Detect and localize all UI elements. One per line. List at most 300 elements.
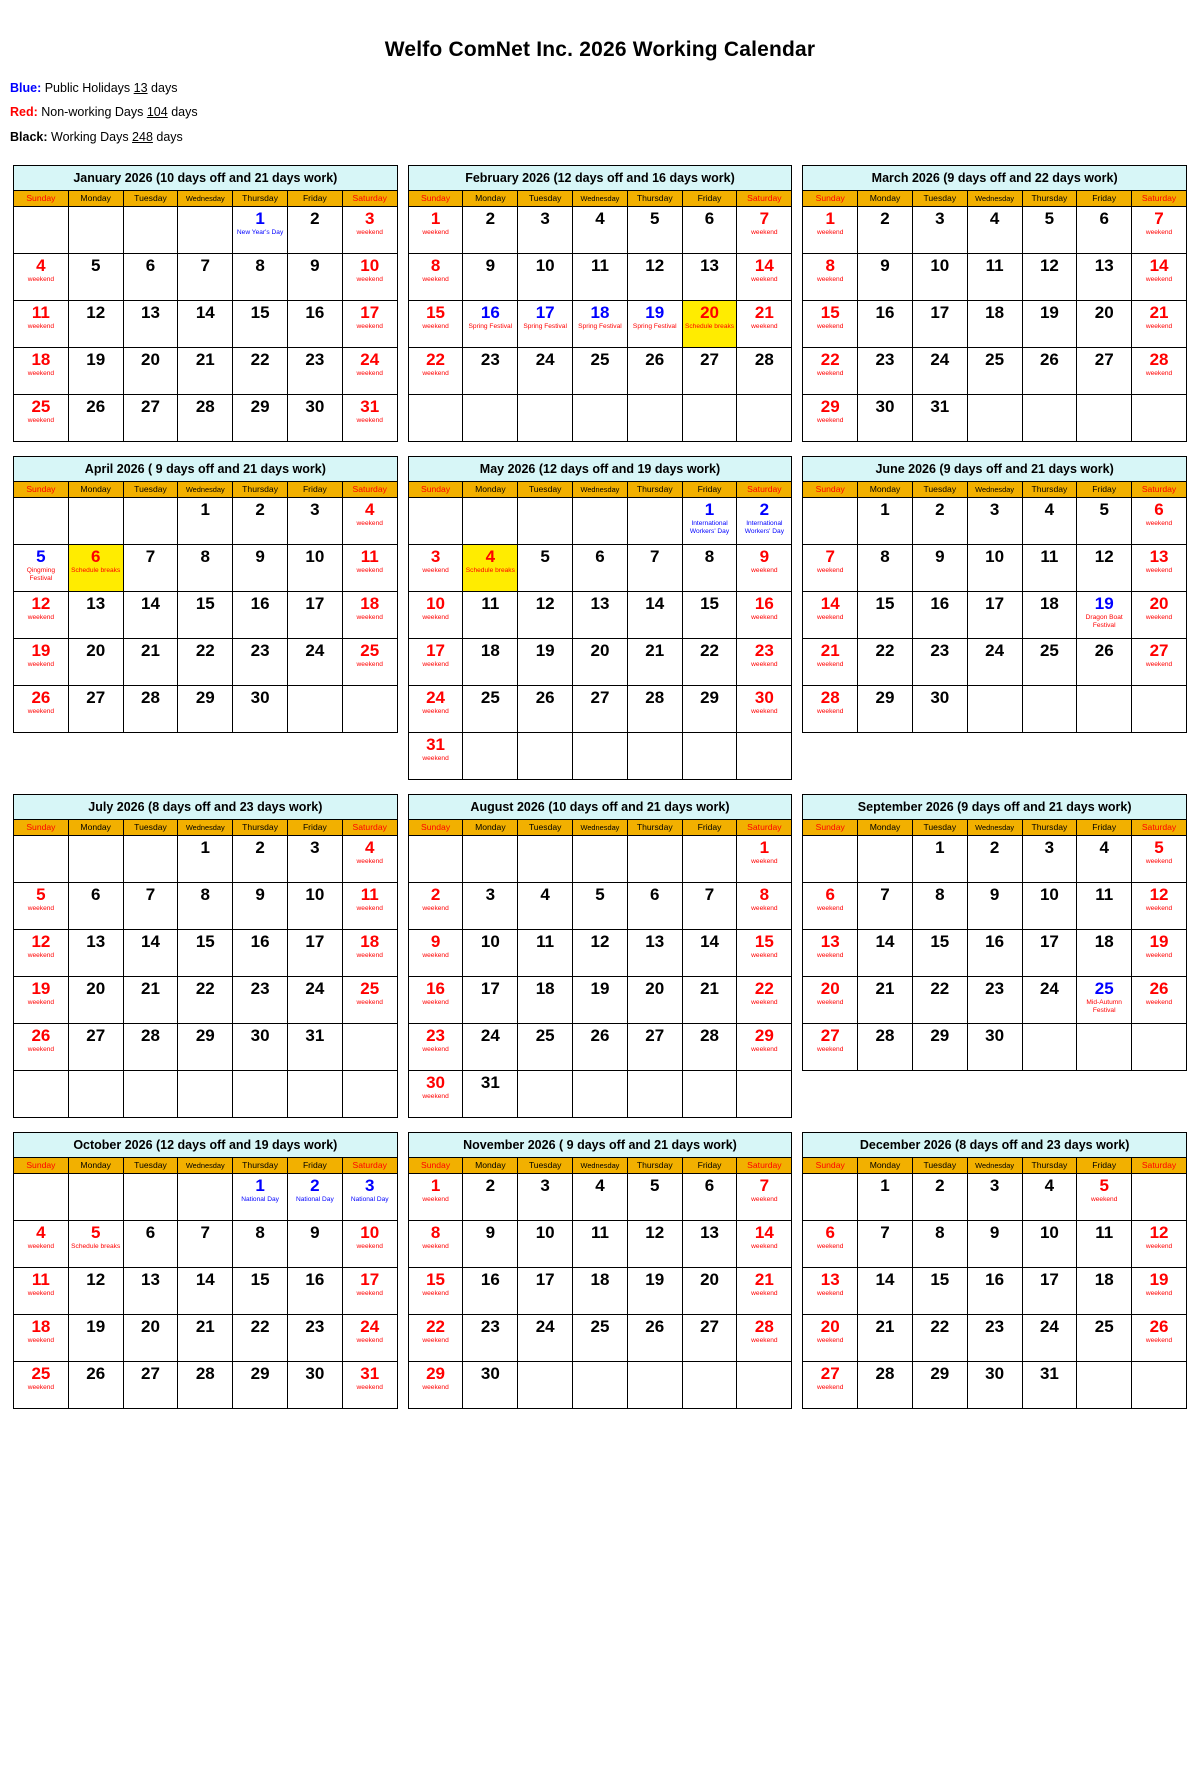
- day-cell[interactable]: [518, 301, 573, 348]
- day-cell[interactable]: [967, 498, 1022, 545]
- day-cell[interactable]: [178, 930, 233, 977]
- day-cell[interactable]: [178, 1268, 233, 1315]
- day-cell[interactable]: [233, 1315, 288, 1362]
- day-cell[interactable]: [858, 977, 913, 1024]
- day-cell[interactable]: [233, 348, 288, 395]
- day-cell[interactable]: [342, 254, 397, 301]
- day-cell[interactable]: [737, 930, 792, 977]
- day-cell[interactable]: [1077, 883, 1132, 930]
- day-cell[interactable]: [233, 545, 288, 592]
- day-cell[interactable]: [682, 545, 737, 592]
- day-cell[interactable]: [123, 977, 178, 1024]
- day-cell[interactable]: [463, 545, 518, 592]
- day-cell[interactable]: [1022, 498, 1077, 545]
- day-cell[interactable]: [682, 348, 737, 395]
- day-cell[interactable]: [627, 207, 682, 254]
- day-cell[interactable]: [682, 498, 737, 545]
- day-cell[interactable]: [967, 1315, 1022, 1362]
- day-cell[interactable]: [518, 1174, 573, 1221]
- day-cell[interactable]: [123, 1024, 178, 1071]
- day-cell[interactable]: [233, 836, 288, 883]
- day-cell[interactable]: [737, 1315, 792, 1362]
- day-cell[interactable]: [408, 1174, 463, 1221]
- day-cell[interactable]: [573, 1315, 628, 1362]
- day-cell[interactable]: [627, 1024, 682, 1071]
- day-cell[interactable]: [1132, 836, 1187, 883]
- day-cell[interactable]: [68, 1268, 123, 1315]
- day-cell[interactable]: [803, 301, 858, 348]
- day-cell[interactable]: [803, 1024, 858, 1071]
- day-cell[interactable]: [803, 977, 858, 1024]
- day-cell[interactable]: [803, 1268, 858, 1315]
- day-cell[interactable]: [737, 498, 792, 545]
- day-cell[interactable]: [967, 254, 1022, 301]
- day-cell[interactable]: [14, 883, 69, 930]
- day-cell[interactable]: [737, 977, 792, 1024]
- day-cell[interactable]: [682, 1268, 737, 1315]
- day-cell[interactable]: [68, 639, 123, 686]
- day-cell[interactable]: [408, 1315, 463, 1362]
- day-cell[interactable]: [573, 1221, 628, 1268]
- day-cell[interactable]: [68, 348, 123, 395]
- day-cell[interactable]: [1022, 301, 1077, 348]
- day-cell[interactable]: [573, 883, 628, 930]
- day-cell[interactable]: [178, 836, 233, 883]
- day-cell[interactable]: [68, 395, 123, 442]
- day-cell[interactable]: [967, 592, 1022, 639]
- day-cell[interactable]: [518, 883, 573, 930]
- day-cell[interactable]: [408, 1024, 463, 1071]
- day-cell[interactable]: [803, 639, 858, 686]
- day-cell[interactable]: [858, 395, 913, 442]
- day-cell[interactable]: [627, 1174, 682, 1221]
- day-cell[interactable]: [287, 1024, 342, 1071]
- day-cell[interactable]: [463, 1071, 518, 1118]
- day-cell[interactable]: [123, 395, 178, 442]
- day-cell[interactable]: [912, 592, 967, 639]
- day-cell[interactable]: [858, 686, 913, 733]
- day-cell[interactable]: [682, 883, 737, 930]
- day-cell[interactable]: [1077, 498, 1132, 545]
- day-cell[interactable]: [573, 1268, 628, 1315]
- day-cell[interactable]: [1077, 1268, 1132, 1315]
- day-cell[interactable]: [1132, 348, 1187, 395]
- day-cell[interactable]: [1077, 207, 1132, 254]
- day-cell[interactable]: [463, 883, 518, 930]
- day-cell[interactable]: [518, 930, 573, 977]
- day-cell[interactable]: [573, 639, 628, 686]
- day-cell[interactable]: [14, 348, 69, 395]
- day-cell[interactable]: [518, 1024, 573, 1071]
- day-cell[interactable]: [737, 686, 792, 733]
- day-cell[interactable]: [967, 1221, 1022, 1268]
- day-cell[interactable]: [233, 883, 288, 930]
- day-cell[interactable]: [287, 883, 342, 930]
- day-cell[interactable]: [233, 686, 288, 733]
- day-cell[interactable]: [287, 207, 342, 254]
- day-cell[interactable]: [233, 1221, 288, 1268]
- day-cell[interactable]: [123, 545, 178, 592]
- day-cell[interactable]: [858, 639, 913, 686]
- day-cell[interactable]: [912, 348, 967, 395]
- day-cell[interactable]: [68, 1315, 123, 1362]
- day-cell[interactable]: [408, 930, 463, 977]
- day-cell[interactable]: [573, 348, 628, 395]
- day-cell[interactable]: [967, 977, 1022, 1024]
- day-cell[interactable]: [858, 1024, 913, 1071]
- day-cell[interactable]: [1132, 883, 1187, 930]
- day-cell[interactable]: [627, 301, 682, 348]
- day-cell[interactable]: [408, 1268, 463, 1315]
- day-cell[interactable]: [1132, 1221, 1187, 1268]
- day-cell[interactable]: [627, 592, 682, 639]
- day-cell[interactable]: [408, 883, 463, 930]
- day-cell[interactable]: [408, 1071, 463, 1118]
- day-cell[interactable]: [737, 639, 792, 686]
- day-cell[interactable]: [682, 686, 737, 733]
- day-cell[interactable]: [14, 1315, 69, 1362]
- day-cell[interactable]: [178, 686, 233, 733]
- day-cell[interactable]: [682, 1174, 737, 1221]
- day-cell[interactable]: [967, 1174, 1022, 1221]
- day-cell[interactable]: [68, 592, 123, 639]
- day-cell[interactable]: [14, 301, 69, 348]
- day-cell[interactable]: [1022, 883, 1077, 930]
- day-cell[interactable]: [518, 1315, 573, 1362]
- day-cell[interactable]: [463, 1315, 518, 1362]
- day-cell[interactable]: [803, 207, 858, 254]
- day-cell[interactable]: [518, 686, 573, 733]
- day-cell[interactable]: [858, 1362, 913, 1409]
- day-cell[interactable]: [858, 930, 913, 977]
- day-cell[interactable]: [463, 1174, 518, 1221]
- day-cell[interactable]: [287, 498, 342, 545]
- day-cell[interactable]: [68, 883, 123, 930]
- day-cell[interactable]: [1132, 592, 1187, 639]
- day-cell[interactable]: [912, 254, 967, 301]
- day-cell[interactable]: [518, 545, 573, 592]
- day-cell[interactable]: [912, 1362, 967, 1409]
- day-cell[interactable]: [68, 977, 123, 1024]
- day-cell[interactable]: [178, 348, 233, 395]
- day-cell[interactable]: [68, 301, 123, 348]
- day-cell[interactable]: [178, 1221, 233, 1268]
- day-cell[interactable]: [233, 207, 288, 254]
- day-cell[interactable]: [408, 348, 463, 395]
- day-cell[interactable]: [627, 1268, 682, 1315]
- day-cell[interactable]: [912, 686, 967, 733]
- day-cell[interactable]: [803, 1221, 858, 1268]
- day-cell[interactable]: [573, 686, 628, 733]
- day-cell[interactable]: [233, 301, 288, 348]
- day-cell[interactable]: [1022, 1362, 1077, 1409]
- day-cell[interactable]: [14, 977, 69, 1024]
- day-cell[interactable]: [967, 836, 1022, 883]
- day-cell[interactable]: [287, 1221, 342, 1268]
- day-cell[interactable]: [287, 639, 342, 686]
- day-cell[interactable]: [518, 207, 573, 254]
- day-cell[interactable]: [518, 639, 573, 686]
- day-cell[interactable]: [803, 1362, 858, 1409]
- day-cell[interactable]: [68, 545, 123, 592]
- day-cell[interactable]: [518, 1221, 573, 1268]
- day-cell[interactable]: [803, 395, 858, 442]
- day-cell[interactable]: [123, 930, 178, 977]
- day-cell[interactable]: [737, 836, 792, 883]
- day-cell[interactable]: [627, 1315, 682, 1362]
- day-cell[interactable]: [803, 254, 858, 301]
- day-cell[interactable]: [737, 1221, 792, 1268]
- day-cell[interactable]: [408, 639, 463, 686]
- day-cell[interactable]: [68, 1024, 123, 1071]
- day-cell[interactable]: [14, 639, 69, 686]
- day-cell[interactable]: [858, 1174, 913, 1221]
- day-cell[interactable]: [68, 1221, 123, 1268]
- day-cell[interactable]: [1077, 639, 1132, 686]
- day-cell[interactable]: [408, 1362, 463, 1409]
- day-cell[interactable]: [463, 639, 518, 686]
- day-cell[interactable]: [1022, 1174, 1077, 1221]
- day-cell[interactable]: [287, 301, 342, 348]
- day-cell[interactable]: [287, 1315, 342, 1362]
- day-cell[interactable]: [178, 639, 233, 686]
- day-cell[interactable]: [408, 977, 463, 1024]
- day-cell[interactable]: [178, 545, 233, 592]
- day-cell[interactable]: [967, 207, 1022, 254]
- day-cell[interactable]: [573, 592, 628, 639]
- day-cell[interactable]: [1022, 348, 1077, 395]
- day-cell[interactable]: [123, 639, 178, 686]
- day-cell[interactable]: [682, 592, 737, 639]
- day-cell[interactable]: [233, 1024, 288, 1071]
- day-cell[interactable]: [1077, 1174, 1132, 1221]
- day-cell[interactable]: [912, 639, 967, 686]
- day-cell[interactable]: [858, 592, 913, 639]
- day-cell[interactable]: [233, 1174, 288, 1221]
- day-cell[interactable]: [342, 1315, 397, 1362]
- day-cell[interactable]: [967, 883, 1022, 930]
- day-cell[interactable]: [1022, 207, 1077, 254]
- day-cell[interactable]: [342, 348, 397, 395]
- day-cell[interactable]: [287, 592, 342, 639]
- day-cell[interactable]: [627, 1221, 682, 1268]
- day-cell[interactable]: [287, 1174, 342, 1221]
- day-cell[interactable]: [342, 977, 397, 1024]
- day-cell[interactable]: [912, 1221, 967, 1268]
- day-cell[interactable]: [342, 301, 397, 348]
- day-cell[interactable]: [178, 1024, 233, 1071]
- day-cell[interactable]: [342, 1221, 397, 1268]
- day-cell[interactable]: [858, 207, 913, 254]
- day-cell[interactable]: [463, 207, 518, 254]
- day-cell[interactable]: [463, 1268, 518, 1315]
- day-cell[interactable]: [737, 1024, 792, 1071]
- day-cell[interactable]: [803, 883, 858, 930]
- day-cell[interactable]: [233, 1268, 288, 1315]
- day-cell[interactable]: [233, 639, 288, 686]
- day-cell[interactable]: [967, 639, 1022, 686]
- day-cell[interactable]: [803, 592, 858, 639]
- day-cell[interactable]: [123, 1315, 178, 1362]
- day-cell[interactable]: [737, 348, 792, 395]
- day-cell[interactable]: [518, 592, 573, 639]
- day-cell[interactable]: [178, 301, 233, 348]
- day-cell[interactable]: [912, 1024, 967, 1071]
- day-cell[interactable]: [858, 254, 913, 301]
- day-cell[interactable]: [123, 254, 178, 301]
- day-cell[interactable]: [233, 930, 288, 977]
- day-cell[interactable]: [1077, 301, 1132, 348]
- day-cell[interactable]: [1022, 836, 1077, 883]
- day-cell[interactable]: [14, 1221, 69, 1268]
- day-cell[interactable]: [14, 1362, 69, 1409]
- day-cell[interactable]: [1132, 498, 1187, 545]
- day-cell[interactable]: [1077, 977, 1132, 1024]
- day-cell[interactable]: [737, 254, 792, 301]
- day-cell[interactable]: [342, 1174, 397, 1221]
- day-cell[interactable]: [1077, 1315, 1132, 1362]
- day-cell[interactable]: [858, 1268, 913, 1315]
- day-cell[interactable]: [1077, 930, 1132, 977]
- day-cell[interactable]: [233, 254, 288, 301]
- day-cell[interactable]: [627, 639, 682, 686]
- day-cell[interactable]: [1077, 254, 1132, 301]
- day-cell[interactable]: [682, 1315, 737, 1362]
- day-cell[interactable]: [573, 977, 628, 1024]
- day-cell[interactable]: [14, 1268, 69, 1315]
- day-cell[interactable]: [463, 301, 518, 348]
- day-cell[interactable]: [178, 592, 233, 639]
- day-cell[interactable]: [912, 836, 967, 883]
- day-cell[interactable]: [233, 977, 288, 1024]
- day-cell[interactable]: [123, 1362, 178, 1409]
- day-cell[interactable]: [573, 1024, 628, 1071]
- day-cell[interactable]: [342, 1362, 397, 1409]
- day-cell[interactable]: [967, 930, 1022, 977]
- day-cell[interactable]: [682, 930, 737, 977]
- day-cell[interactable]: [1132, 639, 1187, 686]
- day-cell[interactable]: [967, 301, 1022, 348]
- day-cell[interactable]: [463, 592, 518, 639]
- day-cell[interactable]: [518, 254, 573, 301]
- day-cell[interactable]: [1077, 348, 1132, 395]
- day-cell[interactable]: [342, 639, 397, 686]
- day-cell[interactable]: [1132, 930, 1187, 977]
- day-cell[interactable]: [737, 207, 792, 254]
- day-cell[interactable]: [342, 545, 397, 592]
- day-cell[interactable]: [287, 977, 342, 1024]
- day-cell[interactable]: [14, 686, 69, 733]
- day-cell[interactable]: [967, 1268, 1022, 1315]
- day-cell[interactable]: [858, 301, 913, 348]
- day-cell[interactable]: [123, 1221, 178, 1268]
- day-cell[interactable]: [858, 883, 913, 930]
- day-cell[interactable]: [573, 301, 628, 348]
- day-cell[interactable]: [287, 395, 342, 442]
- day-cell[interactable]: [1022, 977, 1077, 1024]
- day-cell[interactable]: [178, 977, 233, 1024]
- day-cell[interactable]: [287, 348, 342, 395]
- day-cell[interactable]: [408, 733, 463, 780]
- day-cell[interactable]: [408, 207, 463, 254]
- day-cell[interactable]: [1022, 930, 1077, 977]
- day-cell[interactable]: [1022, 1315, 1077, 1362]
- day-cell[interactable]: [123, 348, 178, 395]
- day-cell[interactable]: [287, 836, 342, 883]
- day-cell[interactable]: [287, 930, 342, 977]
- day-cell[interactable]: [803, 686, 858, 733]
- day-cell[interactable]: [287, 1268, 342, 1315]
- day-cell[interactable]: [803, 1315, 858, 1362]
- day-cell[interactable]: [463, 348, 518, 395]
- day-cell[interactable]: [858, 1315, 913, 1362]
- day-cell[interactable]: [858, 545, 913, 592]
- day-cell[interactable]: [737, 1174, 792, 1221]
- day-cell[interactable]: [912, 930, 967, 977]
- day-cell[interactable]: [342, 836, 397, 883]
- day-cell[interactable]: [1132, 1315, 1187, 1362]
- day-cell[interactable]: [627, 977, 682, 1024]
- day-cell[interactable]: [1022, 545, 1077, 592]
- day-cell[interactable]: [178, 254, 233, 301]
- day-cell[interactable]: [408, 1221, 463, 1268]
- day-cell[interactable]: [912, 498, 967, 545]
- day-cell[interactable]: [463, 977, 518, 1024]
- day-cell[interactable]: [682, 301, 737, 348]
- day-cell[interactable]: [627, 545, 682, 592]
- day-cell[interactable]: [627, 686, 682, 733]
- day-cell[interactable]: [342, 592, 397, 639]
- day-cell[interactable]: [463, 254, 518, 301]
- day-cell[interactable]: [14, 930, 69, 977]
- day-cell[interactable]: [463, 1221, 518, 1268]
- day-cell[interactable]: [1132, 545, 1187, 592]
- day-cell[interactable]: [1022, 1221, 1077, 1268]
- day-cell[interactable]: [912, 301, 967, 348]
- day-cell[interactable]: [123, 301, 178, 348]
- day-cell[interactable]: [682, 977, 737, 1024]
- day-cell[interactable]: [518, 1268, 573, 1315]
- day-cell[interactable]: [233, 592, 288, 639]
- day-cell[interactable]: [408, 301, 463, 348]
- day-cell[interactable]: [1022, 639, 1077, 686]
- day-cell[interactable]: [912, 395, 967, 442]
- day-cell[interactable]: [737, 592, 792, 639]
- day-cell[interactable]: [68, 686, 123, 733]
- day-cell[interactable]: [1132, 1268, 1187, 1315]
- day-cell[interactable]: [573, 1174, 628, 1221]
- day-cell[interactable]: [68, 1362, 123, 1409]
- day-cell[interactable]: [14, 592, 69, 639]
- day-cell[interactable]: [967, 1362, 1022, 1409]
- day-cell[interactable]: [682, 254, 737, 301]
- day-cell[interactable]: [14, 545, 69, 592]
- day-cell[interactable]: [803, 348, 858, 395]
- day-cell[interactable]: [342, 1268, 397, 1315]
- day-cell[interactable]: [463, 1024, 518, 1071]
- day-cell[interactable]: [408, 686, 463, 733]
- day-cell[interactable]: [342, 498, 397, 545]
- day-cell[interactable]: [737, 883, 792, 930]
- day-cell[interactable]: [233, 1362, 288, 1409]
- day-cell[interactable]: [737, 301, 792, 348]
- day-cell[interactable]: [123, 883, 178, 930]
- day-cell[interactable]: [912, 883, 967, 930]
- day-cell[interactable]: [14, 1024, 69, 1071]
- day-cell[interactable]: [573, 930, 628, 977]
- day-cell[interactable]: [68, 930, 123, 977]
- day-cell[interactable]: [518, 348, 573, 395]
